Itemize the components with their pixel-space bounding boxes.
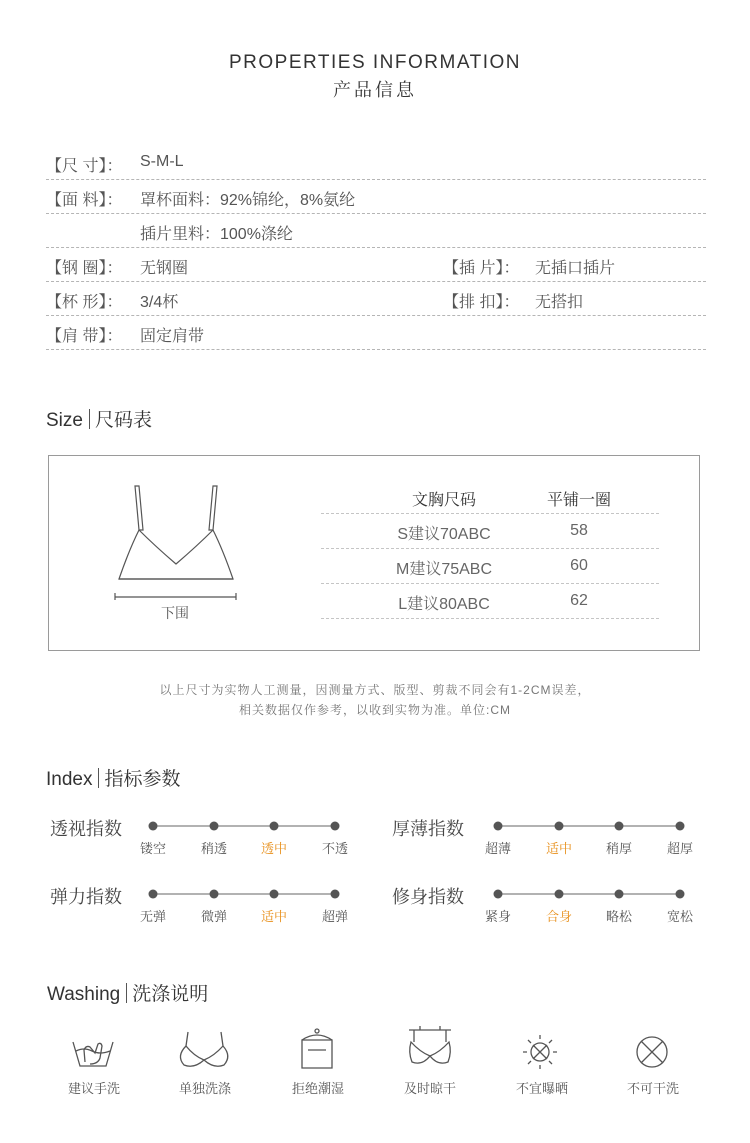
- property-row-size: [46, 145, 706, 180]
- section-title-en: Size: [46, 410, 83, 431]
- scale-level-selected: 适中: [545, 841, 572, 856]
- scale-dot: [494, 822, 503, 831]
- washing-label: 建议手洗: [67, 1081, 120, 1096]
- washing-label: 不宜曝晒: [515, 1081, 568, 1096]
- scale-dot: [676, 822, 685, 831]
- table-cell-size: L建议80ABC: [398, 596, 490, 613]
- bra-diagram-icon: [109, 480, 244, 600]
- property-value: 罩杯面料：92%锦纶，8%氨纶: [140, 192, 356, 209]
- size-note-line2: 相关数据仅作参考，以收到实物为准。单位:CM: [239, 703, 511, 717]
- title-cn: 产品信息: [333, 80, 417, 100]
- scale-level-selected: 透中: [260, 841, 287, 856]
- property-row-cup-buckle: [46, 281, 706, 316]
- hand-wash-icon: [73, 1042, 113, 1066]
- table-cell-size: M建议75ABC: [395, 561, 493, 578]
- scale-level: 超厚: [666, 841, 693, 856]
- scale-level: 紧身: [484, 909, 511, 924]
- index-section-title: [46, 764, 181, 791]
- washing-label: 拒绝潮湿: [291, 1081, 344, 1096]
- scale-level: 不透: [321, 841, 348, 856]
- no-sun-icon: [523, 1035, 557, 1069]
- property-row-fabric: [46, 179, 706, 214]
- property-value: 3/4杯: [140, 294, 179, 311]
- scale-title: 透视指数: [50, 819, 122, 839]
- property-label: 【插 片】：: [443, 260, 520, 277]
- section-title-en: Index: [46, 769, 93, 790]
- divider: [89, 409, 90, 429]
- property-label: 【钢 圈】：: [46, 260, 123, 277]
- washing-section-title: [47, 979, 208, 1006]
- section-title-cn: 洗涤说明: [132, 984, 209, 1005]
- property-row-strap: [46, 315, 706, 350]
- scale-dot: [494, 890, 503, 899]
- table-header-value: 平铺一圈: [546, 492, 611, 509]
- washing-label: 及时晾干: [403, 1081, 456, 1096]
- property-value: 固定肩带: [140, 328, 205, 345]
- property-label: 【肩 带】：: [46, 328, 123, 345]
- table-divider: [321, 513, 659, 514]
- scale-level: 略松: [605, 909, 632, 924]
- divider: [126, 983, 127, 1003]
- scale-title: 厚薄指数: [392, 819, 464, 839]
- property-label: 【尺 寸】：: [46, 158, 123, 175]
- scale-track: [0, 816, 750, 836]
- table-header-size: 文胸尺码: [411, 492, 476, 509]
- diagram-label: 下围: [161, 605, 189, 621]
- scale-title: 弹力指数: [50, 887, 122, 907]
- scale-level: 稍透: [200, 841, 227, 856]
- scale-level: 超弹: [321, 909, 348, 924]
- property-value: 无钢圈: [140, 260, 189, 277]
- property-value: 无插口插片: [535, 260, 616, 277]
- table-divider: [321, 583, 659, 584]
- property-label: 【杯 形】：: [46, 294, 123, 311]
- scale-level: 稍厚: [605, 841, 632, 856]
- table-cell-value: 60: [570, 557, 588, 574]
- humid-icon: [302, 1029, 332, 1068]
- scale-level: 无弹: [139, 909, 166, 924]
- no-tumble-dry-icon: [637, 1037, 667, 1067]
- scale-level: 镂空: [139, 841, 166, 856]
- size-section-title: [46, 405, 152, 432]
- scale-level-selected: 合身: [545, 909, 572, 924]
- scale-dot: [615, 890, 624, 899]
- scale-level: 微弹: [200, 909, 227, 924]
- scale-level: 宽松: [666, 909, 693, 924]
- size-chart-box: [48, 455, 700, 651]
- property-value: S-M-L: [140, 153, 184, 170]
- hang-dry-icon: [409, 1026, 451, 1063]
- scale-title: 修身指数: [392, 887, 464, 907]
- table-divider: [321, 548, 659, 549]
- section-title-cn: 尺码表: [94, 410, 152, 431]
- scale-dot: [555, 822, 564, 831]
- size-note-line1: 以上尺寸为实物人工测量，因测量方式、版型、剪裁不同会有1-2CM误差，: [159, 683, 591, 697]
- bra-icon: [180, 1032, 227, 1066]
- washing-icons: [0, 1020, 750, 1080]
- property-label: 【排 扣】：: [443, 294, 520, 311]
- table-cell-value: 58: [570, 522, 588, 539]
- table-cell-value: 62: [570, 592, 588, 609]
- property-row-wire-insert: [46, 247, 706, 282]
- scale-level: 超薄: [484, 841, 511, 856]
- scale-dot: [676, 890, 685, 899]
- scale-dot: [555, 890, 564, 899]
- table-cell-size: S建议70ABC: [397, 526, 491, 543]
- property-row-fabric-lining: [46, 213, 706, 248]
- washing-label: 不可干洗: [626, 1081, 679, 1096]
- section-title-cn: 指标参数: [104, 769, 181, 790]
- washing-label: 单独洗涤: [178, 1081, 231, 1096]
- scale-level-selected: 适中: [260, 909, 287, 924]
- property-value: 无搭扣: [535, 294, 584, 311]
- property-value: 插片里料：100%涤纶: [140, 226, 293, 243]
- divider: [98, 768, 99, 788]
- scale-track: [0, 884, 750, 904]
- title-en: PROPERTIES INFORMATION: [229, 52, 521, 73]
- section-title-en: Washing: [47, 984, 121, 1005]
- table-divider: [321, 618, 659, 619]
- property-label: 【面 料】：: [46, 192, 123, 209]
- scale-dot: [615, 822, 624, 831]
